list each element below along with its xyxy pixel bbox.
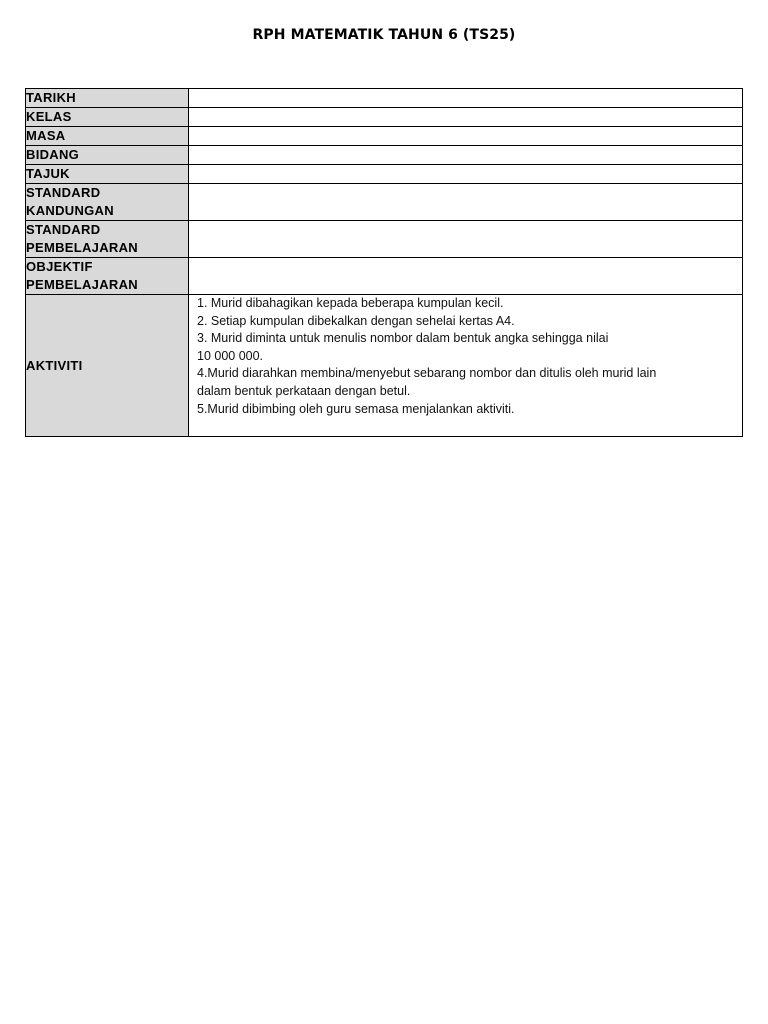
field-objektif-pembelajaran[interactable]	[189, 258, 743, 295]
document-title: RPH MATEMATIK TAHUN 6 (TS25)	[252, 27, 516, 43]
activity-content[interactable]	[189, 295, 743, 437]
label-aktiviti	[26, 295, 189, 437]
label-tajuk	[26, 165, 189, 184]
activity-line: dalam bentuk perkataan dengan betul.	[197, 383, 411, 398]
row-aktiviti	[26, 295, 743, 437]
row-objektif-pembelajaran	[26, 258, 743, 295]
activity-line: 1. Murid dibahagikan kepada beberapa kumpulan kecil.	[197, 296, 504, 310]
activity-line: 3. Murid diminta untuk menulis nombor dalam bentuk angka sehingga nilai	[197, 331, 609, 346]
field-standard-pembelajaran[interactable]	[189, 221, 743, 258]
row-tajuk	[26, 165, 743, 184]
field-masa[interactable]	[189, 127, 743, 146]
label-text: OBJEKTIF	[26, 259, 93, 274]
label-text: TARIKH	[26, 90, 76, 105]
label-text: BIDANG	[26, 147, 80, 162]
label-text: MASA	[26, 128, 66, 143]
label-standard-pembelajaran	[26, 221, 189, 258]
row-kelas	[26, 108, 743, 127]
row-standard-kandungan	[26, 184, 743, 221]
label-tarikh	[26, 89, 189, 108]
field-tarikh[interactable]	[189, 89, 743, 108]
label-kelas	[26, 108, 189, 127]
label-standard-kandungan	[26, 184, 189, 221]
label-text: AKTIVITI	[26, 357, 83, 373]
row-bidang	[26, 146, 743, 165]
label-text: PEMBELAJARAN	[26, 277, 138, 292]
field-bidang[interactable]	[189, 146, 743, 165]
label-text: PEMBELAJARAN	[26, 240, 138, 255]
label-text: TAJUK	[26, 166, 70, 181]
label-text: STANDARD	[26, 222, 101, 237]
field-standard-kandungan[interactable]	[189, 184, 743, 221]
lesson-plan-table	[25, 88, 743, 437]
activity-line: 2. Setiap kumpulan dibekalkan dengan sehelai kertas A4.	[197, 313, 515, 328]
activity-line: 10 000 000.	[197, 348, 264, 363]
row-masa	[26, 127, 743, 146]
row-tarikh	[26, 89, 743, 108]
label-objektif-pembelajaran	[26, 258, 189, 295]
label-bidang	[26, 146, 189, 165]
field-tajuk[interactable]	[189, 165, 743, 184]
field-kelas[interactable]	[189, 108, 743, 127]
label-text: KELAS	[26, 109, 72, 124]
activity-line: 5.Murid dibimbing oleh guru semasa menjalankan aktiviti.	[197, 401, 515, 416]
label-text: KANDUNGAN	[26, 203, 114, 218]
activity-line: 4.Murid diarahkan membina/menyebut sebarang nombor dan ditulis oleh murid lain	[197, 366, 657, 381]
row-standard-pembelajaran	[26, 221, 743, 258]
label-text: STANDARD	[26, 185, 101, 200]
label-masa	[26, 127, 189, 146]
